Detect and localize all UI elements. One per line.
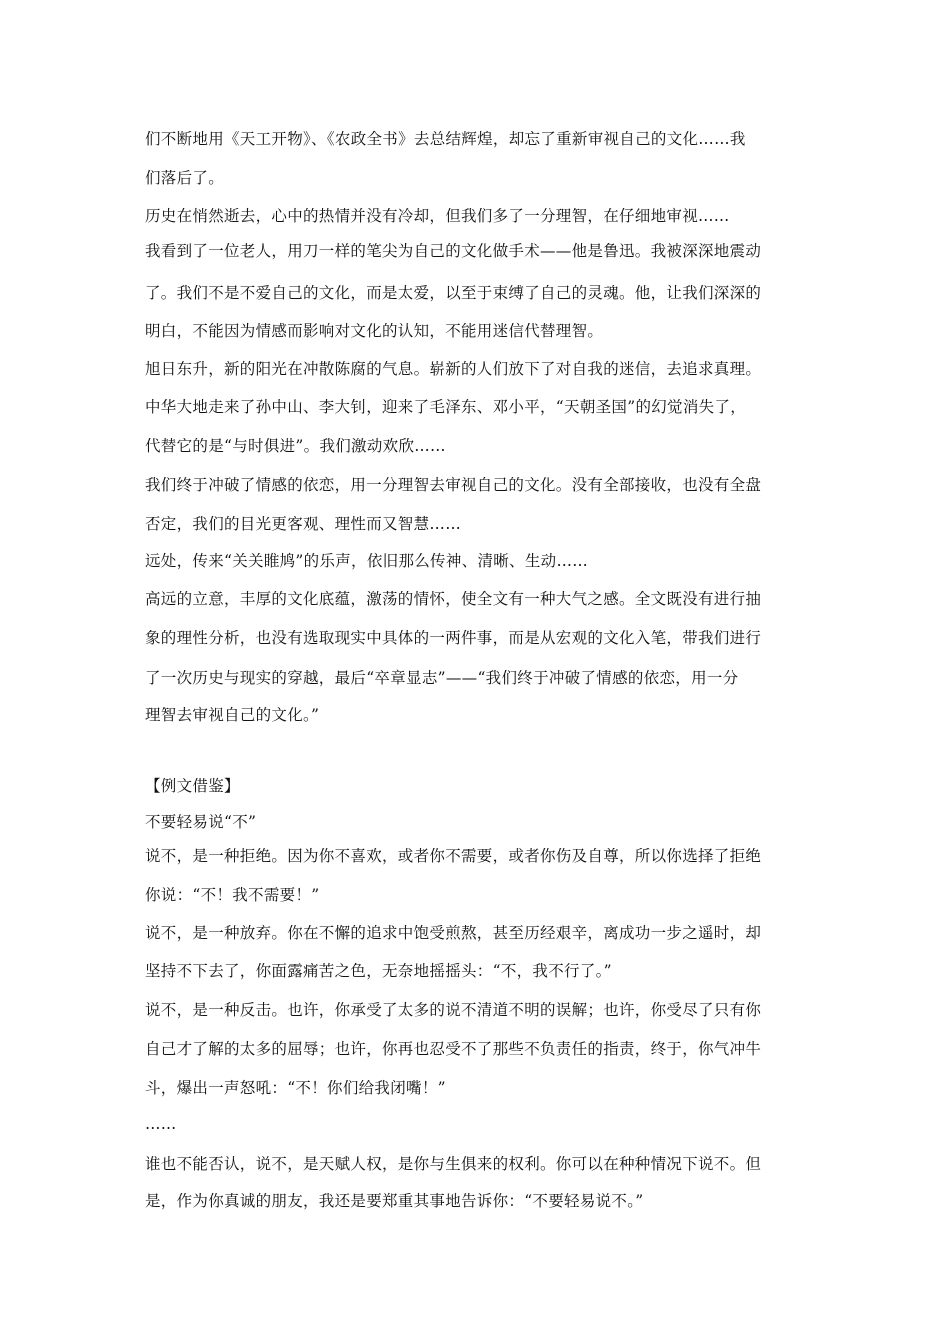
text-line: 高远的立意，丰厚的文化底蕴，激荡的情怀，使全文有一种大气之感。全文既没有进行抽 xyxy=(145,590,762,608)
text-line: 了一次历史与现实的穿越，最后“卒章显志”——“我们终于冲破了情感的依恋，用一分 xyxy=(145,669,739,687)
text-line: 说不，是一种拒绝。因为你不喜欢，或者你不需要，或者你伤及自尊，所以你选择了拒绝 xyxy=(145,847,762,865)
text-line: 你说：“不！我不需要！” xyxy=(145,886,320,904)
text-line: 我看到了一位老人，用刀一样的笔尖为自己的文化做手术——他是鲁迅。我被深深地震动 xyxy=(145,242,762,260)
text-line: 们落后了。 xyxy=(145,169,225,187)
text-line: 我们终于冲破了情感的依恋，用一分理智去审视自己的文化。没有全部接收，也没有全盘 xyxy=(145,476,762,494)
text-line: 远处，传来“关关睢鸠”的乐声，依旧那么传神、清晰、生动…… xyxy=(145,552,589,570)
text-line: 明白，不能因为情感而影响对文化的认知，不能用迷信代替理智。 xyxy=(145,322,604,340)
text-line: 代替它的是“与时俱进”。我们激动欢欣…… xyxy=(145,437,446,455)
text-line: 们不断地用《天工开物》、《农政全书》去总结辉煌，却忘了重新审视自己的文化……我 xyxy=(145,130,746,148)
essay-title: 不要轻易说“不” xyxy=(145,813,257,831)
text-line: 象的理性分析，也没有选取现实中具体的一两件事，而是从宏观的文化入笔，带我们进行 xyxy=(145,629,762,647)
text-line: 否定，我们的目光更客观、理性而又智慧…… xyxy=(145,515,462,533)
text-line: …… xyxy=(145,1115,177,1133)
text-line: 旭日东升，新的阳光在冲散陈腐的气息。崭新的人们放下了对自我的迷信，去追求真理。 xyxy=(145,360,762,378)
text-line: 是，作为你真诚的朋友，我还是要郑重其事地告诉你：“不要轻易说不。” xyxy=(145,1192,644,1210)
text-line: 自己才了解的太多的屈辱；也许，你再也忍受不了那些不负责任的指责，终于，你气冲牛 xyxy=(145,1040,762,1058)
text-line: 坚持不下去了，你面露痛苦之色，无奈地摇摇头：“不，我不行了。” xyxy=(145,962,612,980)
text-line: 斗，爆出一声怒吼：“不！你们给我闭嘴！” xyxy=(145,1079,446,1097)
section-heading: 【例文借鉴】 xyxy=(145,777,240,795)
text-line: 历史在悄然逝去，心中的热情并没有冷却，但我们多了一分理智，在仔细地审视…… xyxy=(145,207,730,225)
text-line: 中华大地走来了孙中山、李大钊，迎来了毛泽东、邓小平，“天朝圣国”的幻觉消失了， xyxy=(145,398,747,416)
text-line: 说不，是一种放弃。你在不懈的追求中饱受煎熬，甚至历经艰辛，离成功一步之遥时，却 xyxy=(145,924,762,942)
text-line: 谁也不能否认，说不，是天赋人权，是你与生俱来的权利。你可以在种种情况下说不。但 xyxy=(145,1155,762,1173)
text-line: 了。我们不是不爱自己的文化，而是太爱，以至于束缚了自己的灵魂。他，让我们深深的 xyxy=(145,284,762,302)
text-line: 理智去审视自己的文化。” xyxy=(145,706,320,724)
text-line: 说不，是一种反击。也许，你承受了太多的说不清道不明的误解；也许，你受尽了只有你 xyxy=(145,1001,762,1019)
